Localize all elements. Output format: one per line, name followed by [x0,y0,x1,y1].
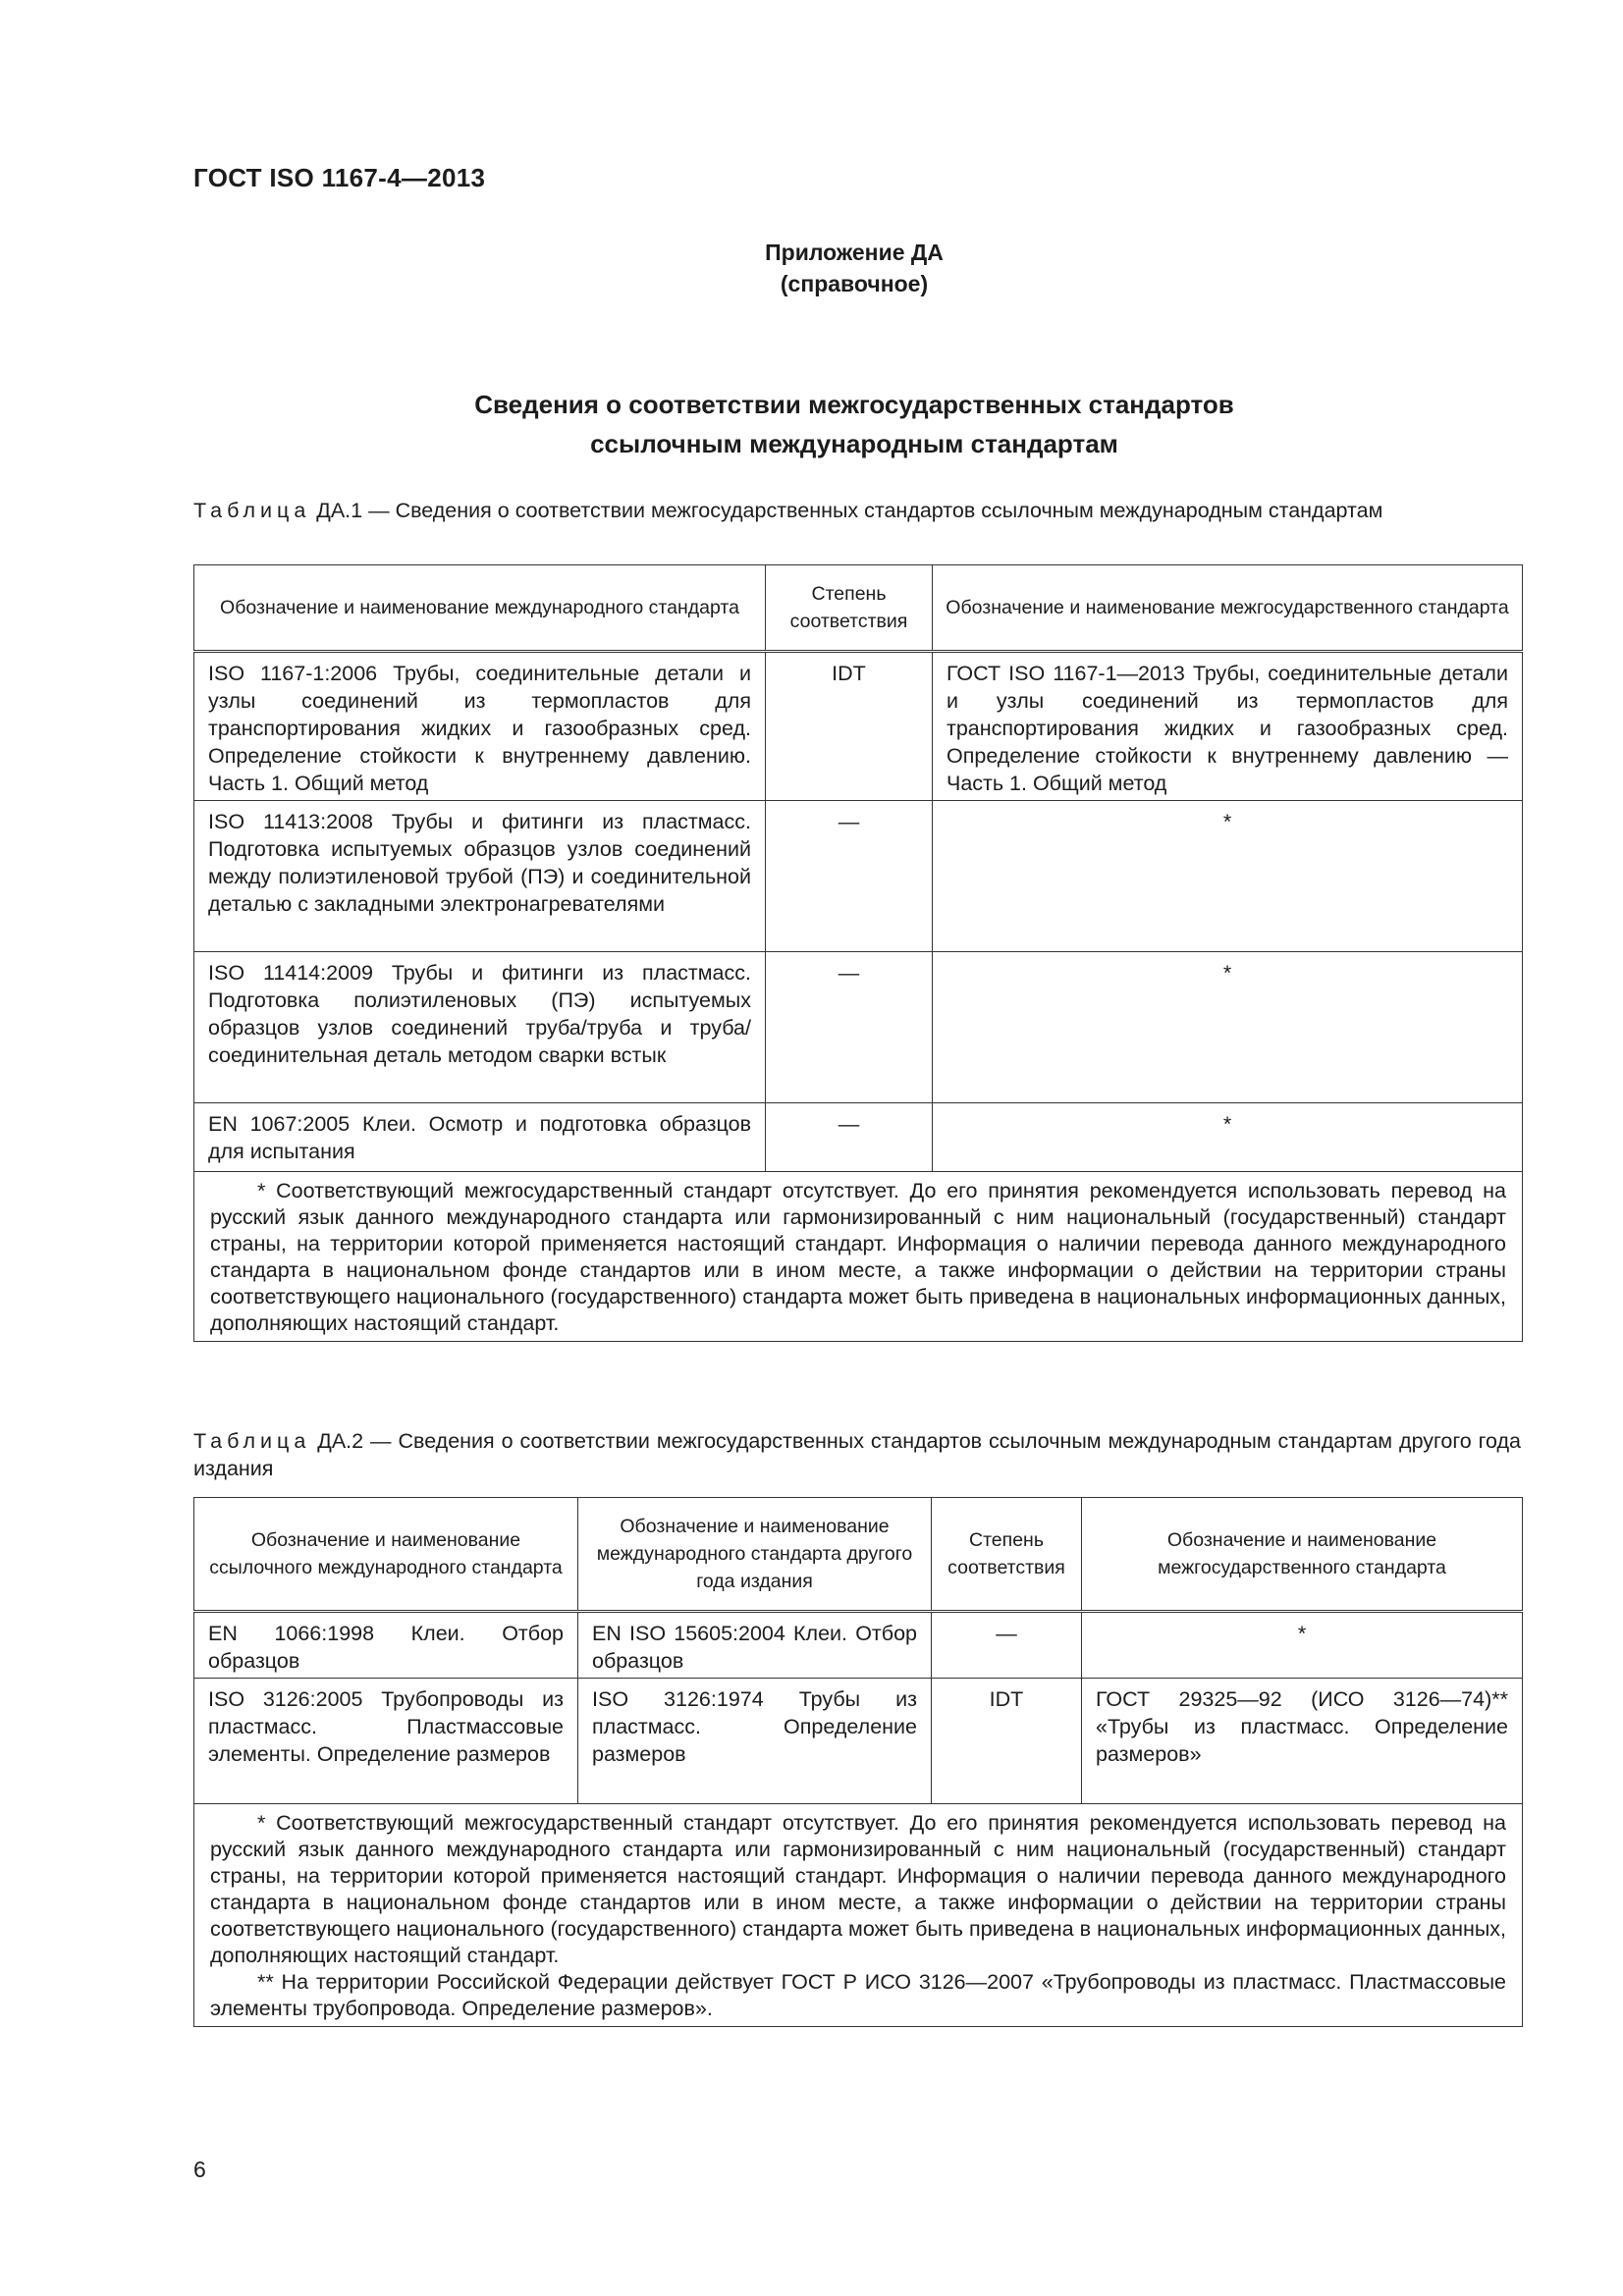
table2-caption-text: ДА.2 — Сведения о соответствии межгосударственных стандартов ссылочным международным стандартам другого года издания [193,1429,1521,1480]
intl-standard-cell: ISO 1167-1:2006 Трубы, соединительные детали и узлы соединений из термопластов для транспортирования жидких и газообразных сред. Определение стойкости к внутреннему давлению. Часть 1. Общий метод [194,652,766,801]
intl-standard-cell: ISO 11414:2009 Трубы и фитинги из пластмасс. Подготовка полиэтиленовых (ПЭ) испытуемых образцов узлов соединений труба/труба и труба/соединительная деталь методом сварки встык [194,952,766,1103]
table2-header-interstate: Обозначение и наименование межгосударственного стандарта [1082,1498,1523,1612]
table1-caption-text: ДА.1 — Сведения о соответствии межгосударственных стандартов ссылочным международным стандартам [310,499,1383,522]
table2-caption-prefix: Таблица [193,1429,311,1453]
table-row [194,1612,1523,1679]
table2-header-ref: Обозначение и наименование ссылочного международного стандарта [194,1498,578,1612]
section-title-line2: ссылочным международным стандартам [590,429,1118,458]
degree-cell: — [766,1103,933,1172]
annex-subtitle: (справочное) [780,271,929,296]
section-title-line1: Сведения о соответствии межгосударственных стандартов [474,390,1234,419]
intl-standard-cell: EN 1067:2005 Клеи. Осмотр и подготовка образцов для испытания [194,1103,766,1172]
table2-caption [193,1427,1521,1482]
other-year-standard-cell: ISO 3126:1974 Трубы из пластмасс. Определение размеров [578,1679,932,1804]
table-row [194,801,1523,952]
table1-footnote [194,1172,1523,1342]
footnote-text: * Соответствующий межгосударственный стандарт отсутствует. До его принятия рекомендуется использовать перевод на русский язык данного международного стандарта или гармонизированный с ним национальный (государственный) стандарт страны, на территории которой применяется настоящий стандарт. Информация о наличии перевода данного международного стандарта в национальном фонде стандартов или в ином месте, а также информации о действии на территории страны соответствующего национального (государственного) стандарта может быть приведена в национальных информационных данных, дополняющих настоящий стандарт. [210,1811,1506,1967]
table-row [194,1103,1523,1172]
table2-footnote-row [194,1804,1523,2027]
interstate-standard-cell: ГОСТ 29325—92 (ИСО 3126—74)** «Трубы из пластмасс. Определение размеров» [1082,1679,1523,1804]
table1-footnote-row [194,1172,1523,1342]
interstate-standard-cell: * [933,952,1523,1103]
table1-caption-prefix: Таблица [193,499,311,522]
table1-header-row [194,565,1523,652]
degree-cell: — [766,801,933,952]
table-row [194,652,1523,801]
table1-header-intl: Обозначение и наименование международного стандарта [194,565,766,652]
table2-footnote [194,1804,1523,2027]
intl-standard-cell: ISO 11413:2008 Трубы и фитинги из пластмасс. Подготовка испытуемых образцов узлов соединений между полиэтиленовой трубой (ПЭ) и соединительной деталью с закладными электронагревателями [194,801,766,952]
ref-standard-cell: EN 1066:1998 Клеи. Отбор образцов [194,1612,578,1679]
interstate-standard-cell: * [933,801,1523,952]
interstate-standard-cell: * [933,1103,1523,1172]
table1 [193,564,1523,1342]
table2-header-row [194,1498,1523,1612]
degree-cell: IDT [932,1679,1082,1804]
footnote-text: ** На территории Российской Федерации действует ГОСТ Р ИСО 3126—2007 «Трубопроводы из пластмасс. Пластмассовые элементы трубопровода. Определение размеров». [210,1970,1506,2020]
interstate-standard-cell: ГОСТ ISO 1167-1—2013 Трубы, соединительные детали и узлы соединений из термопластов для транспортирования жидких и газообразных сред. Определение стойкости к внутреннему давлению — Часть 1. Общий метод [933,652,1523,801]
table2 [193,1497,1523,2027]
page-number: 6 [193,2157,206,2182]
degree-cell: — [932,1612,1082,1679]
table2-header-degree: Степень соответствия [932,1498,1082,1612]
table2-header-other-year: Обозначение и наименование международного стандарта другого года издания [578,1498,932,1612]
table-row [194,952,1523,1103]
ref-standard-cell: ISO 3126:2005 Трубопроводы из пластмасс. Пластмассовые элементы. Определение размеров [194,1679,578,1804]
other-year-standard-cell: EN ISO 15605:2004 Клеи. Отбор образцов [578,1612,932,1679]
table1-caption [193,497,1521,524]
table1-header-degree: Степень соответствия [766,565,933,652]
degree-cell: — [766,952,933,1103]
annex-title: Приложение ДА [765,240,944,265]
degree-cell: IDT [766,652,933,801]
footnote-text: * Соответствующий межгосударственный стандарт отсутствует. До его принятия рекомендуется использовать перевод на русский язык данного международного стандарта или гармонизированный с ним национальный (государственный) стандарт страны, на территории которой применяется настоящий стандарт. Информация о наличии перевода данного международного стандарта в национальном фонде стандартов или в ином месте, а также информации о действии на территории страны соответствующего национального (государственного) стандарта может быть приведена в национальных информационных данных, дополняющих настоящий стандарт. [210,1179,1506,1335]
table-row [194,1679,1523,1804]
interstate-standard-cell: * [1082,1612,1523,1679]
table1-header-interstate: Обозначение и наименование межгосударственного стандарта [933,565,1523,652]
document-code: ГОСТ ISO 1167-4—2013 [193,163,486,192]
